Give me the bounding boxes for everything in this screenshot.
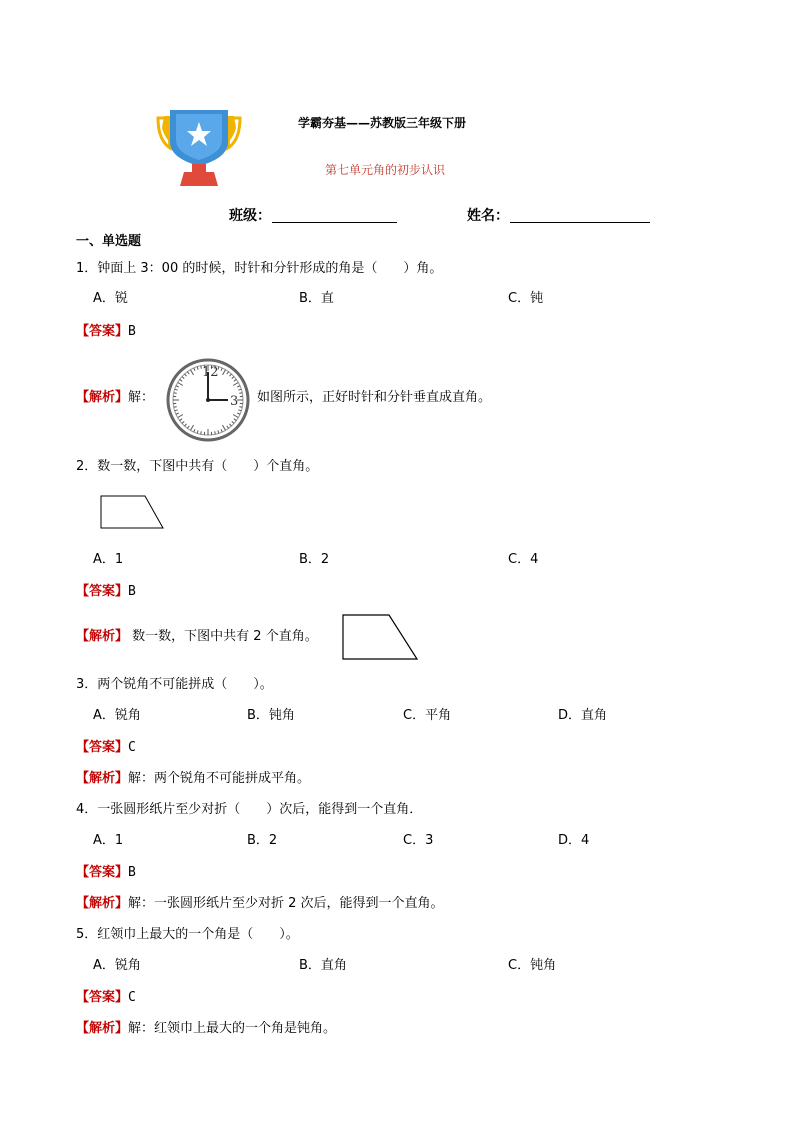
clock-tick (239, 393, 242, 394)
q3-analysis: 解：两个锐角不可能拼成平角。 (128, 771, 311, 786)
q4-option-c: C．3 (403, 833, 434, 848)
question-2-stem: 2．数一数，下图中共有（ ）个直角。 (76, 459, 319, 474)
q4-analysis: 解：一张圆形纸片至少对折 2 次后，能得到一个直角。 (128, 896, 444, 911)
clock-tick (215, 431, 216, 434)
analysis-tag: 【解析】 (76, 390, 129, 405)
page-subtitle: 第七单元角的初步认识 (325, 163, 446, 177)
q5-option-c: C．钝角 (508, 958, 557, 973)
analysis-tag: 【解析】 (76, 629, 129, 644)
q5-option-a: A．锐角 (93, 958, 141, 973)
q1-analysis-prefix: 解： (128, 390, 155, 405)
q3-option-b: B．钝角 (247, 708, 295, 723)
q1-analysis-tag (76, 391, 154, 404)
class-label: 班级： (229, 208, 271, 224)
q2-analysis-row (76, 630, 318, 643)
q2-option-c: C．4 (508, 552, 539, 567)
trapezoid-figure-analysis (342, 614, 422, 664)
q3-option-a: A．锐角 (93, 708, 141, 723)
clock-tick (174, 393, 177, 394)
q2-answer (76, 585, 136, 598)
analysis-tag: 【解析】 (76, 896, 129, 911)
q4-answer-value: B (128, 865, 136, 880)
q5-answer-value: C (128, 990, 136, 1005)
q1-option-a: A．锐 (93, 291, 128, 306)
trophy-star-icon (154, 108, 244, 188)
question-3-stem: 3．两个锐角不可能拼成（ ）。 (76, 677, 273, 692)
q4-option-a: A．1 (93, 833, 124, 848)
question-5-stem: 5．红领巾上最大的一个角是（ ）。 (76, 927, 299, 942)
q3-analysis-row (76, 772, 310, 785)
clock-label-3: 3 (230, 394, 239, 409)
clock-tick (239, 407, 242, 408)
analysis-tag: 【解析】 (76, 1021, 129, 1036)
q3-answer (76, 741, 136, 754)
q1-option-c: C．钝 (508, 291, 544, 306)
q1-answer (76, 325, 136, 338)
q2-analysis: 数一数，下图中共有 2 个直角。 (132, 629, 318, 644)
q4-answer (76, 866, 136, 879)
clock-tick (174, 407, 177, 408)
clock-face-icon (166, 358, 250, 442)
q2-option-b: B．2 (299, 552, 330, 567)
page-title: 学霸夯基——苏教版三年级下册 (298, 116, 467, 130)
answer-tag: 【答案】 (76, 324, 129, 339)
class-field[interactable] (272, 222, 397, 223)
q3-answer-value: C (128, 740, 136, 755)
clock-label-12: 12 (202, 365, 219, 380)
q5-answer (76, 991, 136, 1004)
answer-tag: 【答案】 (76, 740, 129, 755)
q1-option-b: B．直 (299, 291, 334, 306)
section-heading: 一、单选题 (76, 234, 142, 249)
question-4-stem: 4．一张圆形纸片至少对折（ ）次后，能得到一个直角． (76, 802, 423, 817)
q4-option-b: B．2 (247, 833, 278, 848)
q5-option-b: B．直角 (299, 958, 347, 973)
q4-analysis-row (76, 897, 444, 910)
clock-tick (201, 431, 202, 434)
q3-option-c: C．平角 (403, 708, 452, 723)
analysis-tag: 【解析】 (76, 771, 129, 786)
q3-option-d: D．直角 (558, 708, 608, 723)
name-label: 姓名： (467, 208, 509, 224)
q5-analysis: 解：红领巾上最大的一个角是钝角。 (128, 1021, 337, 1036)
q1-answer-value: B (128, 324, 136, 339)
q5-analysis-row (76, 1022, 336, 1035)
question-1-stem: 1．钟面上 3：00 的时候，时针和分针形成的角是（ ）角。 (76, 261, 443, 276)
answer-tag: 【答案】 (76, 990, 129, 1005)
q1-analysis: 如图所示，正好时针和分针垂直成直角。 (257, 390, 492, 405)
trapezoid-figure (100, 495, 170, 535)
answer-tag: 【答案】 (76, 584, 129, 599)
q2-answer-value: B (128, 584, 136, 599)
q2-option-a: A．1 (93, 552, 124, 567)
name-field[interactable] (510, 222, 650, 223)
q4-option-d: D．4 (558, 833, 590, 848)
answer-tag: 【答案】 (76, 865, 129, 880)
